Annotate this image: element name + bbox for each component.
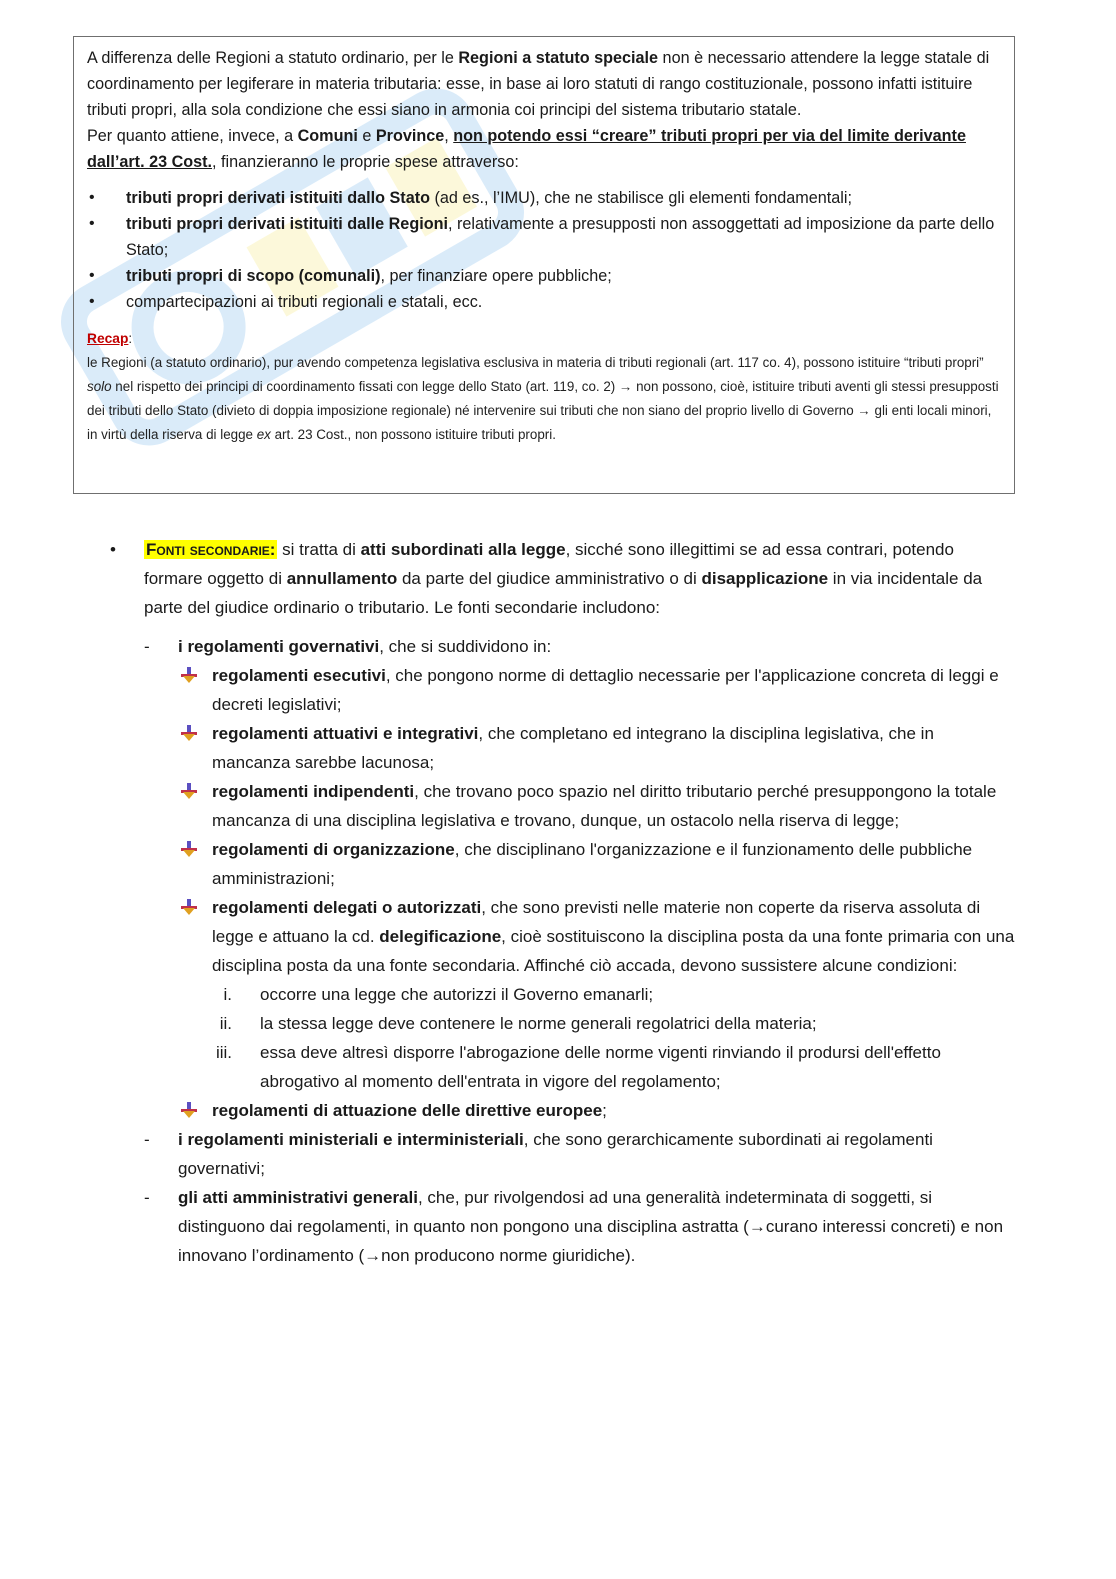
statuto-speciale-paragraph: A differenza delle Regioni a statuto ordinario, per le Regioni a statuto speciale non è necessario attendere la legge statale di coordinamento per legiferare in materia tributaria: esse, in base ai loro statuti di rango costituzionale, possono infatti istituire tributi propri, alla sola condizione che essi siano in armonia coi principi del sistema tributario statale. <box>87 49 990 119</box>
fonti-secondarie-intro <box>110 535 1015 622</box>
list-item <box>212 1009 1015 1038</box>
recap-block <box>87 327 1004 447</box>
dash-marker: - <box>144 1188 150 1207</box>
governativi-text: i regolamenti governativi, che si suddividono in: <box>178 637 552 656</box>
list-item: regolamenti esecutivi, che pongono norme di dettaglio necessarie per l'applicazione concreta di leggi e decreti legislativi; <box>178 661 1015 719</box>
list-item-delegati: regolamenti delegati o autorizzati, che sono previsti nelle materie non coperte da riserva assoluta di legge e attuano la cd. delegificazione, cioè sostituiscono la disciplina posta da una fonte primaria con una disciplina posta da una fonte secondaria. Affinché ciò accada, devono sussistere alcune condizioni: i. occorre una legge che autorizzi il Governo emanarli; ii. la stessa legge deve contenere le norme generali regolatrici della materia; iii. essa deve altresì disporre l'abrogazione delle norme vigenti rinviando il prodursi dell'effetto abrogativo al momento dell'entrata in vigore del regolamento; <box>178 893 1015 1096</box>
condizione-text: la stessa legge deve contenere le norme generali regolatrici della materia; <box>260 1014 817 1033</box>
list-item-governativi <box>144 632 1015 1125</box>
dash-marker: - <box>144 1130 150 1149</box>
condizione-text: occorre una legge che autorizzi il Governo emanarli; <box>260 985 654 1004</box>
recap-body: le Regioni (a statuto ordinario), pur avendo competenza legislativa esclusiva in materia di tributi regionali (art. 117 co. 4), possono istituire “tributi propri” solo nel rispetto dei principi di coordinamento fissati con legge dello Stato (art. 119, co. 2) → non possono, cioè, istituire tributi aventi gli stessi presupposti dei tributi dello Stato (divieto di doppia imposizione regionale) né intervenire sui tributi che non siano del proprio livello di Governo → gli enti locali minori, in virtù della riserva di legge ex art. 23 Cost., non possono istituire tributi propri. <box>87 355 999 442</box>
list-item <box>212 980 1015 1009</box>
regional-tax-note-box <box>73 36 1015 494</box>
roman-numeral: iii. <box>215 1043 232 1062</box>
list-item: • tributi propri derivati istituiti dallo Stato (ad es., l’IMU), che ne stabilisce gli elementi fondamentali; <box>87 185 1004 211</box>
arrow-down-icon <box>180 724 198 742</box>
regolamenti-list <box>178 661 1015 1125</box>
atti-text: gli atti amministrativi generali, che, pur rivolgendosi ad una generalità indeterminata di soggetti, si distinguono dai regolamenti, in quanto non pongono una disciplina astratta (→curano interessi concreti) e non innovano l’ordinamento (→non producono norme giuridiche). <box>178 1188 1004 1265</box>
ministeriali-text: i regolamenti ministeriali e interministeriali, che sono gerarchicamente subordinati ai regolamenti governativi; <box>178 1130 933 1178</box>
arrow-down-icon <box>180 782 198 800</box>
roman-numeral: i. <box>223 985 232 1004</box>
fonti-secondarie-section <box>110 535 1015 1270</box>
fonti-list <box>144 632 1015 1270</box>
roman-numeral: ii. <box>219 1014 232 1033</box>
list-item: regolamenti attuativi e integrativi, che completano ed integrano la disciplina legislativa, che in mancanza sarebbe lacunosa; <box>178 719 1015 777</box>
fonti-intro-text: si tratta di atti subordinati alla legge, sicché sono illegittimi se ad essa contrari, potendo formare oggetto di annullamento da parte del giudice amministrativo o di disapplicazione in via incidentale da parte del giudice ordinario o tributario. Le fonti secondarie includono: <box>144 540 983 617</box>
list-item: • compartecipazioni ai tributi regionali e statali, ecc. <box>87 289 1004 315</box>
recap-colon: : <box>128 331 133 346</box>
list-item-atti <box>144 1183 1015 1270</box>
list-item: regolamenti indipendenti, che trovano poco spazio nel diritto tributario perché presuppongono la totale mancanza di una disciplina legislativa e trovano, dunque, un ostacolo nella riserva di legge; <box>178 777 1015 835</box>
list-item: regolamenti di attuazione delle direttive europee; <box>178 1096 1015 1125</box>
list-item: • tributi propri derivati istituiti dalle Regioni, relativamente a presupposti non assoggettati ad imposizione da parte dello Stato; <box>87 211 1004 263</box>
comuni-province-paragraph: Per quanto attiene, invece, a Comuni e Province, non potendo essi “creare” tributi propri per via del limite derivante dall’art. 23 Cost., finanzieranno le proprie spese attraverso: <box>87 127 966 171</box>
list-item-ministeriali <box>144 1125 1015 1183</box>
fonti-secondarie-heading: Fonti secondarie: <box>146 540 276 559</box>
financing-sources-list <box>87 185 1004 315</box>
arrow-down-icon <box>180 666 198 684</box>
condizioni-list <box>212 980 1015 1096</box>
recap-title: Recap <box>87 331 129 346</box>
arrow-down-icon <box>180 1101 198 1119</box>
list-item <box>212 1038 1015 1096</box>
list-item: • tributi propri di scopo (comunali), per finanziare opere pubbliche; <box>87 263 1004 289</box>
dash-marker: - <box>144 637 150 656</box>
condizione-text: essa deve altresì disporre l'abrogazione delle norme vigenti rinviando il prodursi dell'effetto abrogativo al momento dell'entrata in vigore del regolamento; <box>260 1043 941 1091</box>
arrow-down-icon <box>180 898 198 916</box>
bullet-icon: • <box>110 540 116 559</box>
arrow-down-icon <box>180 840 198 858</box>
list-item: regolamenti di organizzazione, che disciplinano l'organizzazione e il funzionamento delle pubbliche amministrazioni; <box>178 835 1015 893</box>
